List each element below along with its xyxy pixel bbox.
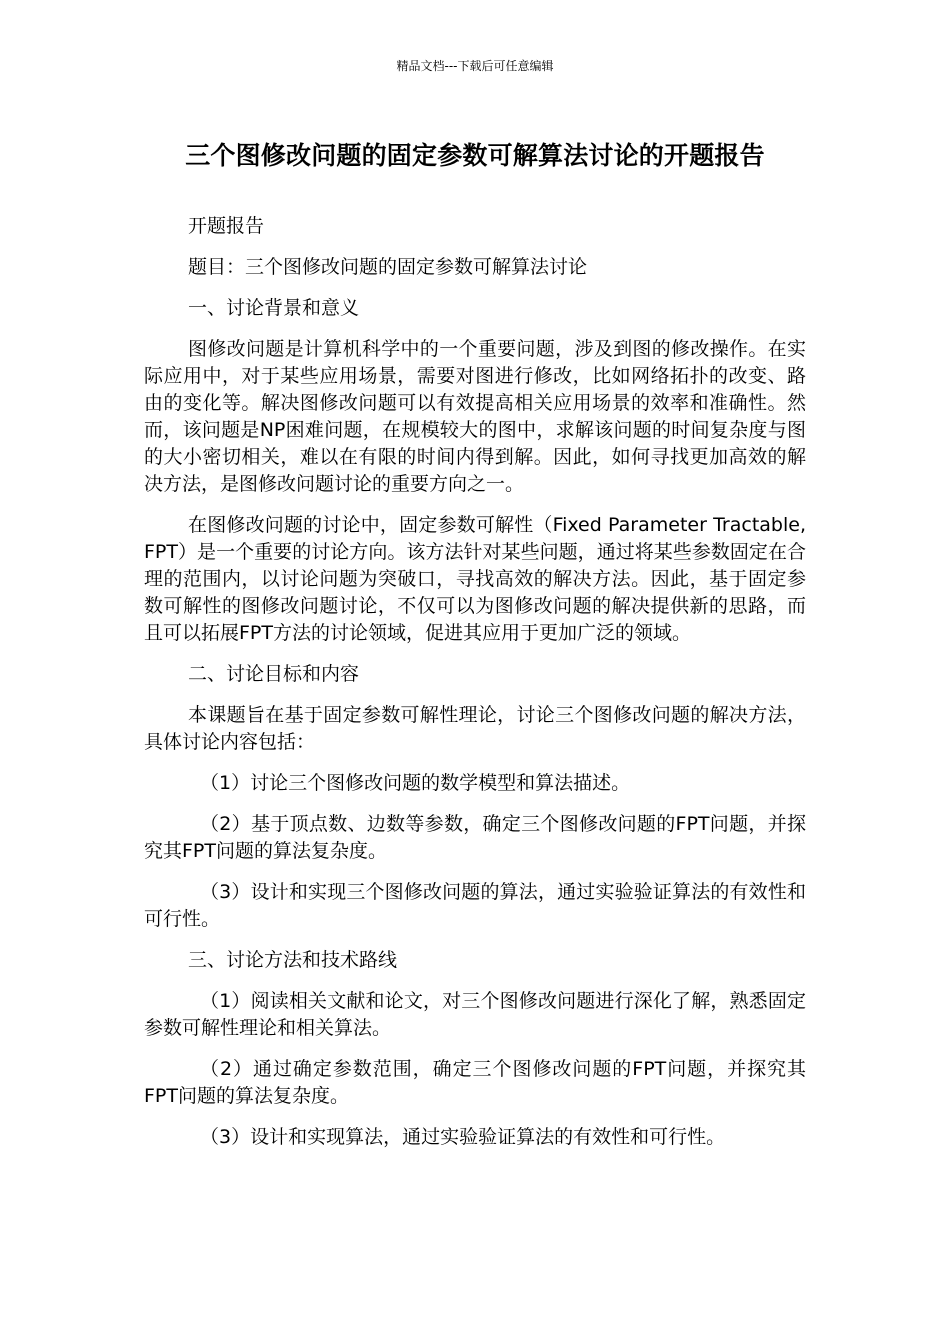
heading-goals: 二、讨论目标和内容	[188, 663, 360, 685]
goal-item-3: （3）设计和实现三个图修改问题的算法，通过实验验证算法的有效性和可行性。	[144, 881, 806, 930]
document-title: 三个图修改问题的固定参数可解算法讨论的开题报告	[185, 141, 765, 170]
goal-item-1: （1）讨论三个图修改问题的数学模型和算法描述。	[200, 772, 631, 794]
document-body	[144, 213, 806, 1165]
paragraph-goals: 本课题旨在基于固定参数可解性理论，讨论三个图修改问题的解决方法，具体讨论内容包括：	[144, 704, 806, 753]
paragraph-fpt: 在图修改问题的讨论中，固定参数可解性（Fixed Parameter Tractable, FPT）是一个重要的讨论方向。该方法针对某些问题，通过将某些参数固定在合理的范围内，以讨论问题为突破口，寻找高效的解决方法。因此，基于固定参数可解性的图修改问题讨论，不仅可以为图修改问题的解决提供新的思路，而且可以拓展FPT方法的讨论领域，促进其应用于更加广泛的领域。	[144, 514, 806, 644]
section-label-report: 开题报告	[188, 215, 265, 237]
topic-line: 题目：三个图修改问题的固定参数可解算法讨论	[188, 256, 588, 278]
method-item-2: （2）通过确定参数范围，确定三个图修改问题的FPT问题，并探究其FPT问题的算法复杂度。	[144, 1058, 806, 1107]
paragraph-background: 图修改问题是计算机科学中的一个重要问题，涉及到图的修改操作。在实际应用中，对于某些应用场景，需要对图进行修改，比如网络拓扑的改变、路由的变化等。解决图修改问题可以有效提高相关应用场景的效率和准确性。然而，该问题是NP困难问题，在规模较大的图中，求解该问题的时间复杂度与图的大小密切相关，难以在有限的时间内得到解。因此，如何寻找更加高效的解决方法，是图修改问题讨论的重要方向之一。	[144, 338, 806, 495]
heading-methods: 三、讨论方法和技术路线	[188, 949, 398, 971]
header-note: 精品文档---下载后可任意编辑	[396, 59, 554, 73]
method-item-1: （1）阅读相关文献和论文，对三个图修改问题进行深化了解，熟悉固定参数可解性理论和相关算法。	[144, 990, 806, 1039]
method-item-3: （3）设计和实现算法，通过实验验证算法的有效性和可行性。	[200, 1126, 726, 1148]
goal-item-2: （2）基于顶点数、边数等参数，确定三个图修改问题的FPT问题，并探究其FPT问题的算法复杂度。	[144, 813, 806, 862]
heading-background: 一、讨论背景和意义	[188, 297, 360, 319]
